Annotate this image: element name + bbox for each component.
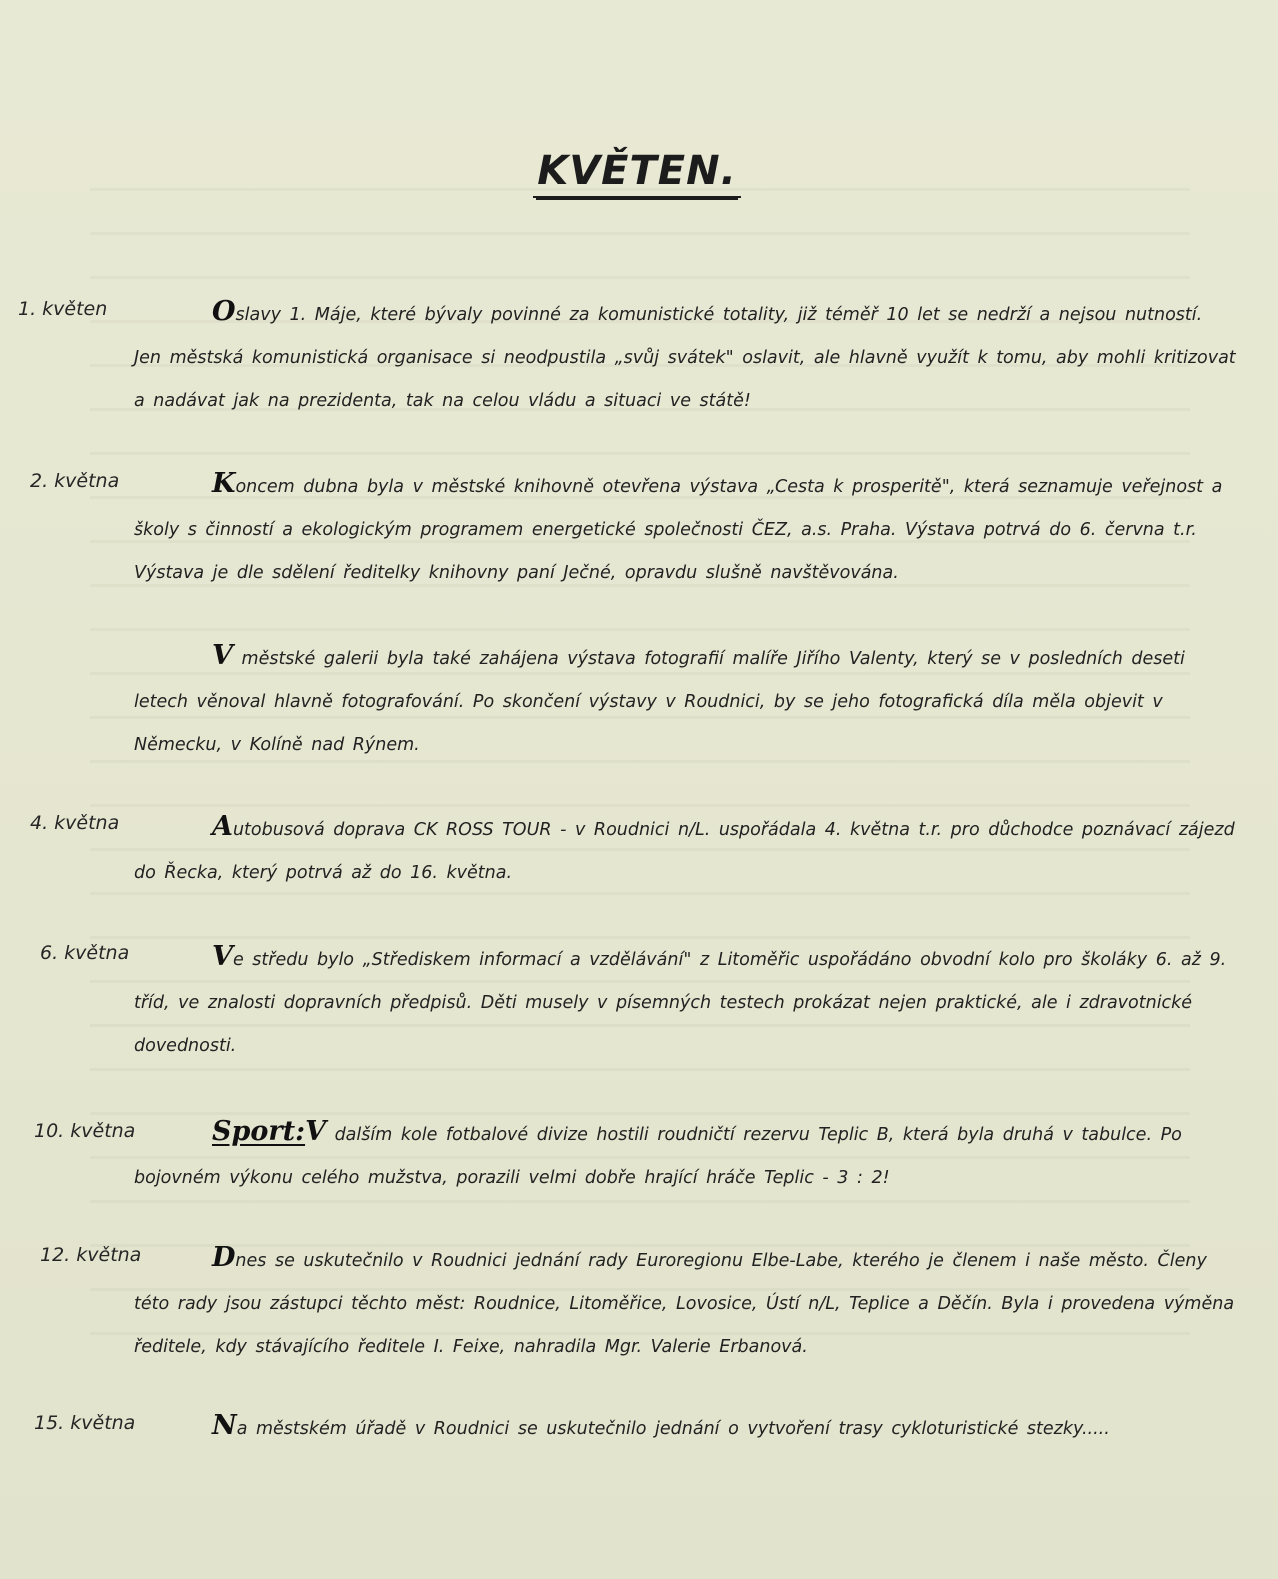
entry-text (134, 935, 1236, 1068)
page-title: KVĚTEN. (533, 148, 741, 198)
sport-heading: Sport: (212, 1116, 306, 1147)
entry-initial: O (212, 296, 236, 327)
entry-date: 2. května (30, 470, 120, 492)
entry-text (134, 634, 1236, 767)
title-block (0, 148, 1278, 198)
entry-initial: V (212, 640, 233, 671)
entry-date: 15. května (34, 1412, 136, 1434)
entry-body: městské galerii byla také zahájena výstava fotografií malíře Jiřího Valenty, který se v posledních deseti letech věnoval hlavně fotografování. Po skončení výstavy v Roudnici, by se jeho fotografická díla měla objevit v Německu, v Kolíně nad Rýnem. (134, 649, 1185, 755)
entry-body: oncem dubna byla v městské knihovně otevřena výstava „Cesta k prosperitě", která seznamuje veřejnost a školy s činností a ekologickým programem energetické společnosti ČEZ, a.s. Praha. Výstava potrvá do 6. června t.r. Výstava je dle sdělení ředitelky knihovny paní Ječné, opravdu slušně navštěvována. (134, 477, 1223, 583)
entry-body: e středu bylo „Střediskem informací a vzdělávání" z Litoměřic uspořádáno obvodní kolo pro školáky 6. až 9. tříd, ve znalosti dopravních předpisů. Děti musely v písemných testech prokázat nejen praktické, ale i zdravotnické dovednosti. (134, 950, 1227, 1056)
entry-body: utobusová doprava CK ROSS TOUR - v Roudnici n/L. uspořádala 4. května t.r. pro důchodce poznávací zájezd do Řecka, který potrvá až do 16. května. (134, 820, 1235, 883)
entry-date: 6. května (40, 942, 130, 964)
entry-initial: A (212, 811, 233, 842)
entry-date: 1. květen (18, 298, 108, 320)
entry-text (134, 1404, 1236, 1451)
entry-date: 12. května (40, 1244, 142, 1266)
entry-initial: K (212, 468, 236, 499)
entry-text (134, 1236, 1236, 1369)
entry-date: 4. května (30, 812, 120, 834)
entry-body: dalším kole fotbalové divize hostili roudničtí rezervu Teplic B, která byla druhá v tabulce. Po bojovném výkonu celého mužstva, porazili velmi dobře hrající hráče Teplic - 3 : 2! (134, 1125, 1182, 1188)
entry-text (134, 462, 1236, 595)
entry-text (134, 805, 1236, 895)
entry-text (134, 290, 1236, 423)
entry-body: nes se uskutečnilo v Roudnici jednání rady Euroregionu Elbe-Labe, kterého je členem i naše město. Členy této rady jsou zástupci těchto měst: Roudnice, Litoměřice, Lovosice, Ústí n/L, Teplice a Děčín. Byla i provedena výměna ředitele, kdy stávajícího ředitele I. Feixe, nahradila Mgr. Valerie Erbanová. (134, 1251, 1235, 1357)
entry-initial: V (212, 941, 233, 972)
entry-initial: V (305, 1116, 327, 1147)
entry-initial: N (212, 1410, 237, 1441)
entry-body: slavy 1. Máje, které bývaly povinné za komunistické totality, již téměř 10 let se nedrží a nejsou nutností. Jen městská komunistická organisace si neodpustila „svůj svátek" oslavit, ale hlavně využít k tomu, aby mohli kritizovat a nadávat jak na prezidenta, tak na celou vládu a situaci ve státě! (134, 305, 1236, 411)
entry-body: a městském úřadě v Roudnici se uskutečnilo jednání o vytvoření trasy cykloturistické stezky..... (236, 1419, 1110, 1439)
entry-date: 10. května (34, 1120, 136, 1142)
entry-initial: D (212, 1242, 236, 1273)
entry-text (134, 1110, 1236, 1200)
